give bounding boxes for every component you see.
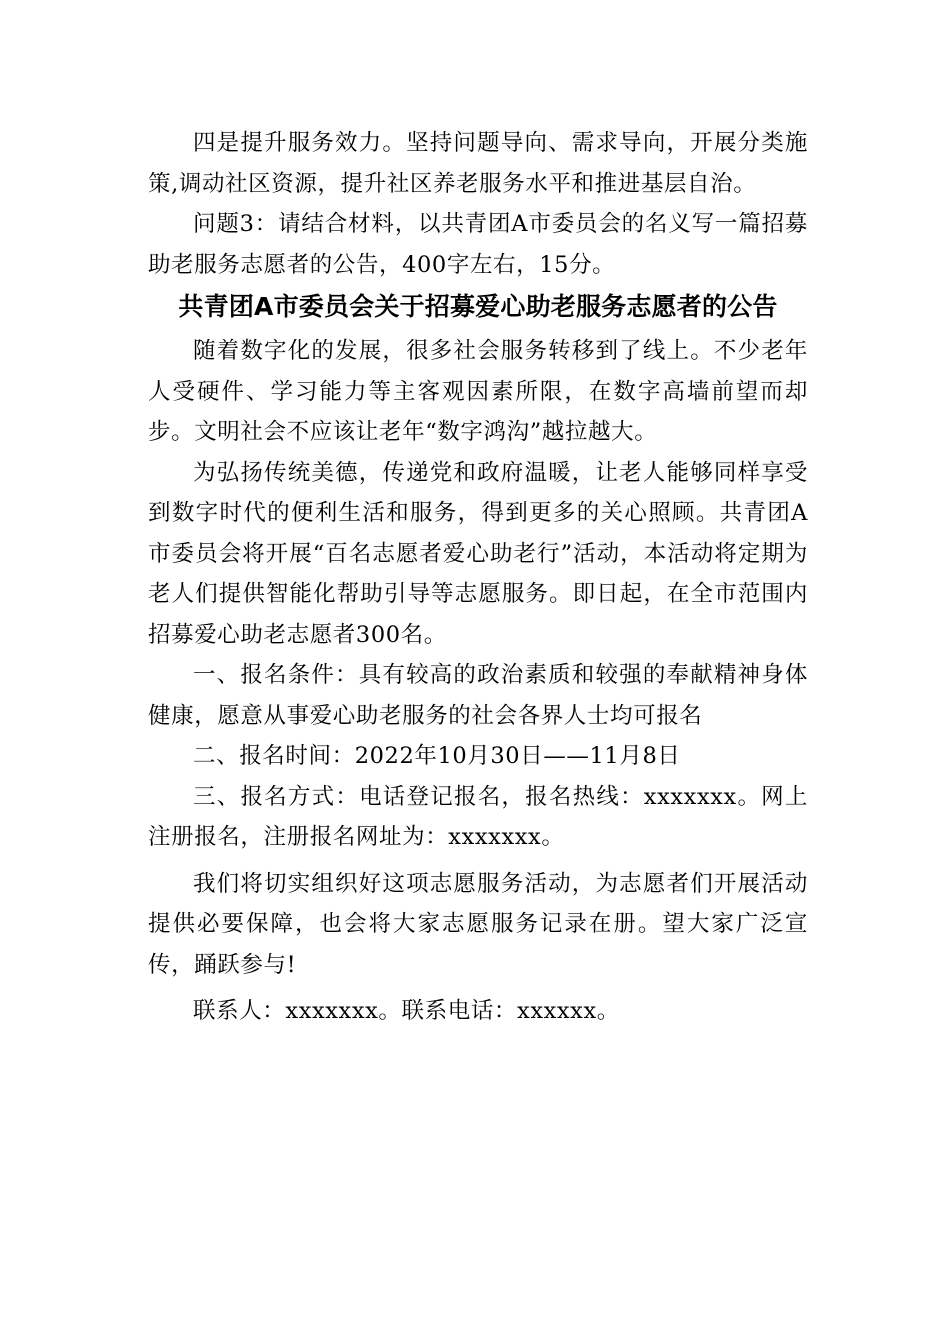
paragraph-service-efficiency: 四是提升服务效力。坚持问题导向、需求导向，开展分类施策,调动社区资源，提升社区养老服务水平和推进基层自治。 [148,130,808,197]
paragraph-question-3: 问题3：请结合材料，以共青团A市委员会的名义写一篇招募助老服务志愿者的公告，400字左右，15分。 [148,211,808,278]
paragraph-registration-method: 三、报名方式：电话登记报名，报名热线：xxxxxxx。网上注册报名，注册报名网址为：xxxxxxx。 [148,783,808,850]
document-content [148,123,808,1032]
paragraph-contact: 联系人：xxxxxxx。联系电话：xxxxxx。 [193,998,620,1024]
notice-title: 共青团A市委员会关于招募爱心助老服务志愿者的公告 [178,292,778,321]
paragraph-registration-time: 二、报名时间：2022年10月30日——11月8日 [193,743,681,769]
paragraph-requirements: 一、报名条件：具有较高的政治素质和较强的奉献精神身体健康，愿意从事爱心助老服务的社会各界人士均可报名 [148,662,808,729]
paragraph-background: 随着数字化的发展，很多社会服务转移到了线上。不少老年人受硬件、学习能力等主客观因素所限，在数字高墙前望而却步。文明社会不应该让老年“数字鸿沟”越拉越大。 [148,338,808,445]
paragraph-activity-intro: 为弘扬传统美德，传递党和政府温暖，让老人能够同样享受到数字时代的便利生活和服务，得到更多的关心照顾。共青团A市委员会将开展“百名志愿者爱心助老行”活动，本活动将定期为老人们提供智能化帮助引导等志愿服务。即日起，在全市范围内招募爱心助老志愿者300名。 [148,459,808,648]
paragraph-closing: 我们将切实组织好这项志愿服务活动，为志愿者们开展活动提供必要保障，也会将大家志愿服务记录在册。望大家广泛宣传，踊跃参与! [148,870,808,978]
